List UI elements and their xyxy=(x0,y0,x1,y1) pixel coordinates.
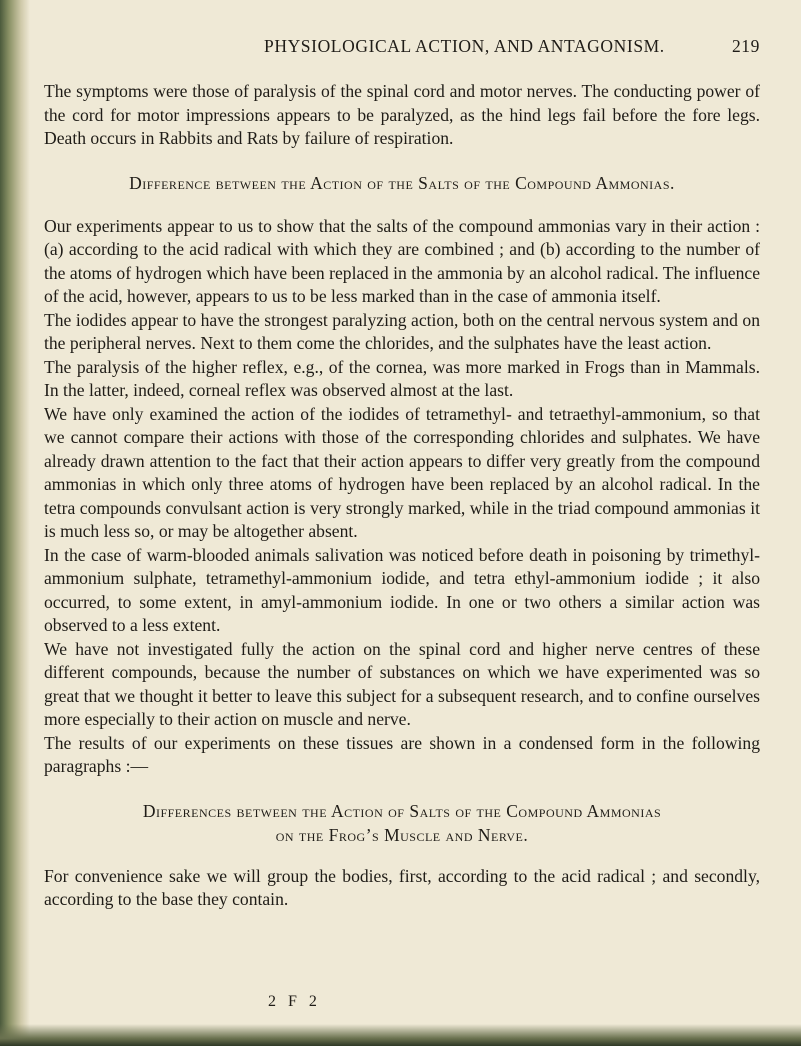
page-number: 219 xyxy=(731,36,760,56)
page-content xyxy=(44,36,760,912)
section-heading-2-line2: on the Frog’s Muscle and Nerve. xyxy=(275,824,529,845)
paragraph: We have not investigated fully the action on the spinal cord and higher nerve centres of these different compounds, because the number of substances on which we have experimented was so great that we thought it better to leave this subject for a subsequent research, and to confine ourselves more especially to their action on muscle and nerve. xyxy=(44,638,760,729)
paragraph: The symptoms were those of paralysis of the spinal cord and motor nerves. The conducting power of the cord for motor impressions appears to be paralyzed, as the hind legs fail before the fore legs. Death occurs in Rabbits and Rats by failure of respiration. xyxy=(44,81,760,148)
paragraph: Our experiments appear to us to show that the salts of the compound ammonias vary in their action : (a) according to the acid radical with which they are combined ; and (b) according to the number of the atoms of hydrogen which have been replaced in the ammonia by an alcohol radical. The influence of the acid, however, appears to us to be less marked than in the case of ammonia itself. xyxy=(44,215,760,306)
paragraph: For convenience sake we will group the bodies, first, according to the acid radical ; and secondly, according to the base they contain. xyxy=(44,865,760,909)
paragraph: We have only examined the action of the iodides of tetramethyl- and tetraethyl-ammonium, so that we cannot compare their actions with those of the corresponding chlorides and sulphates. We have already drawn attention to the fact that their action appears to differ very greatly from the compound ammonias in which only three atoms of hydrogen have been replaced by an alcohol radical. In the tetra compounds convulsant action is very strongly marked, while in the triad compound ammonias it is much less so, or may be altogether absent. xyxy=(44,403,760,541)
page-binding-shadow xyxy=(0,0,30,1046)
paragraph: In the case of warm-blooded animals salivation was noticed before death in poisoning by trimethyl-ammonium sulphate, tetramethyl-ammonium iodide, and tetra ethyl-ammonium iodide ; it also occurred, to some extent, in amyl-ammonium iodide. In one or two others a similar action was observed to a less extent. xyxy=(44,544,760,635)
section-heading: Difference between the Action of the Salts of the Compound Ammonias. xyxy=(129,172,675,193)
signature-mark: 2 F 2 xyxy=(268,993,321,1010)
paragraph: The results of our experiments on these tissues are shown in a condensed form in the following paragraphs :— xyxy=(44,732,760,776)
page-header xyxy=(44,36,760,66)
section-heading-2 xyxy=(44,799,760,847)
running-head: PHYSIOLOGICAL ACTION, AND ANTAGONISM. xyxy=(264,36,665,56)
paragraph: The iodides appear to have the strongest paralyzing action, both on the central nervous system and on the peripheral nerves. Next to them come the chlorides, and the sulphates have the least action. xyxy=(44,309,760,353)
section-heading-2-line1: Differences between the Action of Salts of the Compound Ammonias xyxy=(142,800,662,821)
paragraph: The paralysis of the higher reflex, e.g., of the cornea, was more marked in Frogs than in Mammals. In the latter, indeed, corneal reflex was observed almost at the last. xyxy=(44,356,760,400)
page-bottom-shadow xyxy=(0,1024,801,1046)
